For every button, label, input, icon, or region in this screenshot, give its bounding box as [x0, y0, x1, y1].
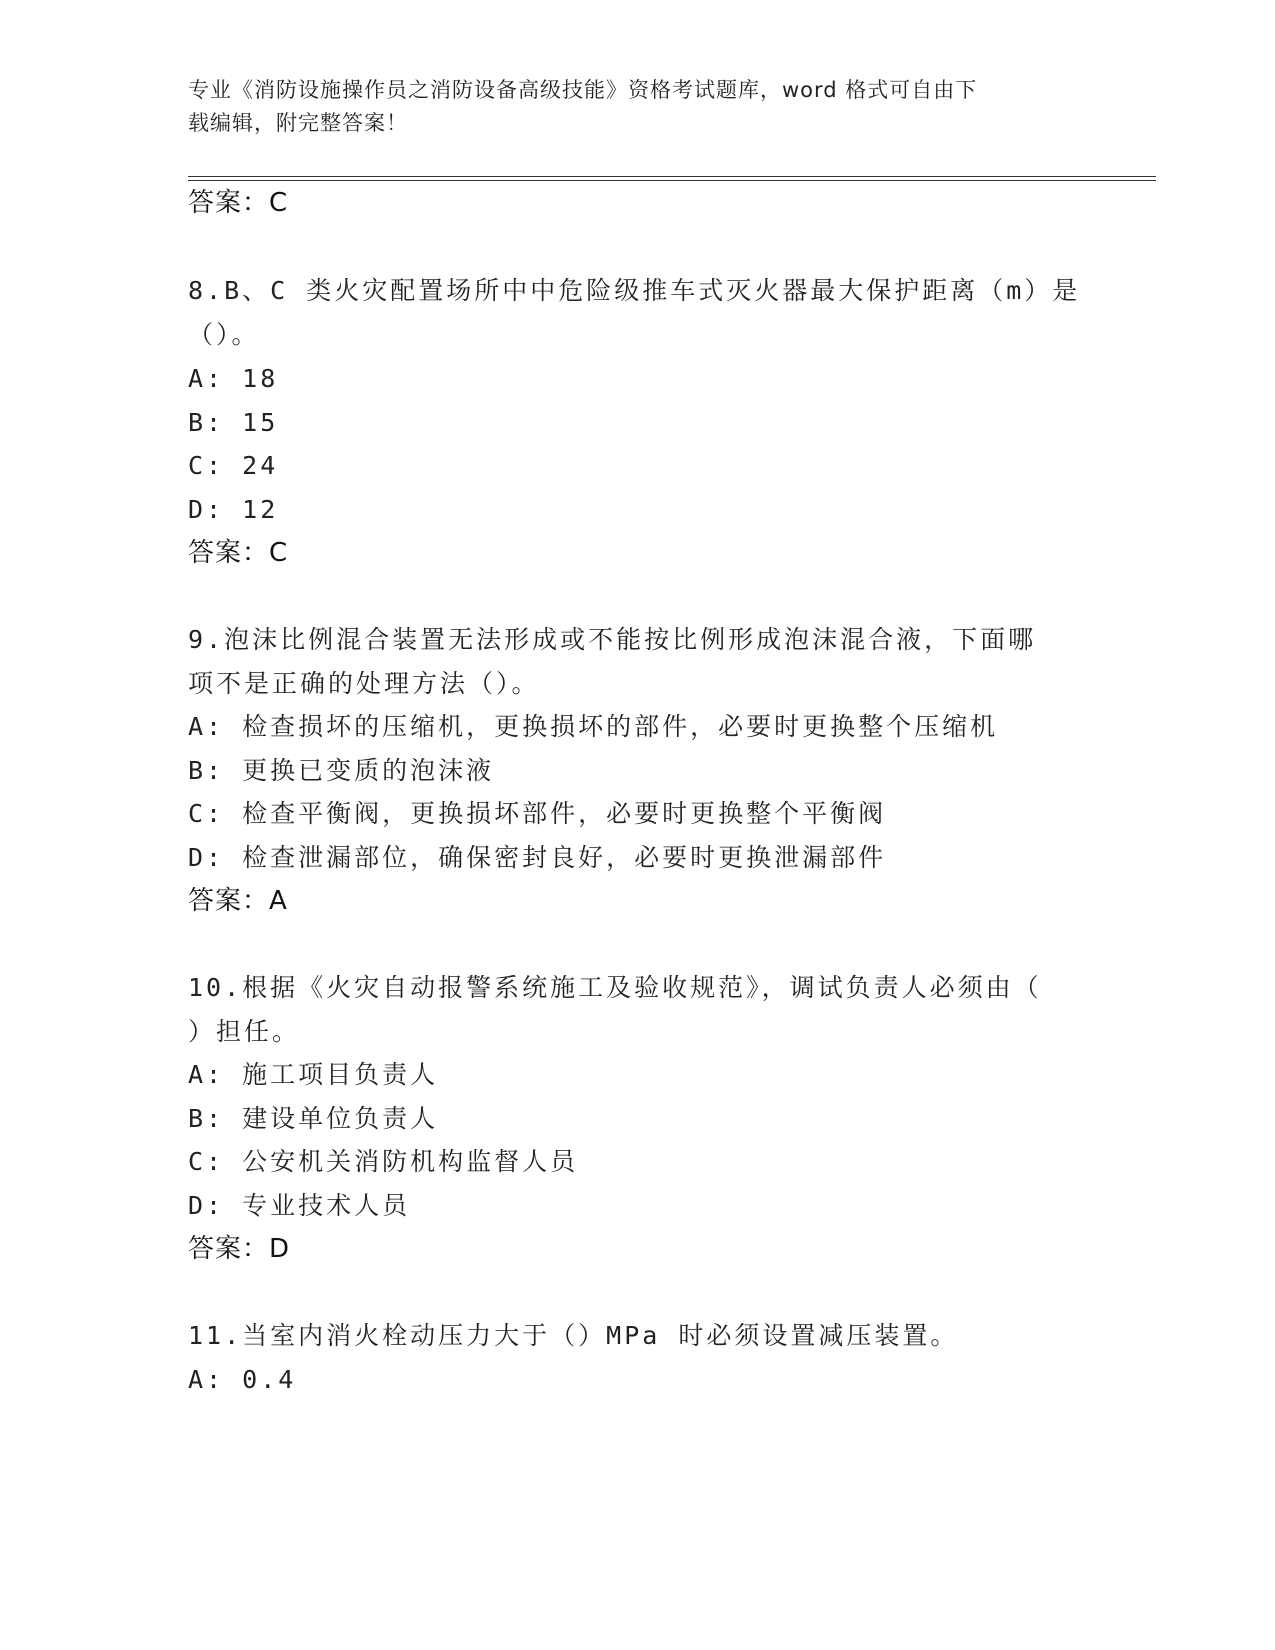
question-8-answer: 答案：C	[188, 538, 289, 568]
question-9-stem-line-2: 项不是正确的处理方法（）。	[188, 669, 540, 698]
question-9-stem-line-1: 9.泡沫比例混合装置无法形成或不能按比例形成泡沫混合液，下面哪	[188, 625, 1037, 654]
question-8-stem-line-2: （）。	[188, 320, 260, 349]
header-divider	[188, 176, 1156, 181]
question-10-option-a: A: 施工项目负责人	[188, 1060, 439, 1089]
question-8-option-a: A: 18	[188, 364, 279, 393]
header-line-2: 载编辑，附完整答案！	[188, 111, 408, 135]
question-10-stem-line-2: ）担任。	[188, 1017, 301, 1046]
question-8-option-b: B: 15	[188, 408, 279, 437]
question-9-option-b: B: 更换已变质的泡沫液	[188, 756, 495, 785]
document-header	[188, 74, 1068, 140]
question-11-option-a: A: 0.4	[188, 1365, 297, 1394]
question-10-stem-line-1: 10.根据《火灾自动报警系统施工及验收规范》，调试负责人必须由（	[188, 973, 1042, 1002]
question-10-option-d: D: 专业技术人员	[188, 1191, 411, 1220]
question-10-answer: 答案：D	[188, 1234, 291, 1264]
question-9-option-a: A: 检查损坏的压缩机，更换损坏的部件，必要时更换整个压缩机	[188, 712, 999, 741]
question-8-option-c: C: 24	[188, 451, 279, 480]
header-line-1: 专业《消防设施操作员之消防设备高级技能》资格考试题库，word 格式可自由下	[188, 78, 978, 102]
previous-answer: 答案：C	[188, 188, 289, 218]
question-10-option-c: C: 公安机关消防机构监督人员	[188, 1147, 579, 1176]
question-8-stem-line-1: 8.B、C 类火灾配置场所中中危险级推车式灭火器最大保护距离（m）是	[188, 276, 1081, 305]
question-9-answer: 答案：A	[188, 886, 288, 916]
question-8-option-d: D: 12	[188, 495, 279, 524]
question-9-option-c: C: 检查平衡阀，更换损坏部件，必要时更换整个平衡阀	[188, 799, 887, 828]
question-11-stem-line-1: 11.当室内消火栓动压力大于（）MPa 时必须设置减压装置。	[188, 1321, 959, 1350]
question-9-option-d: D: 检查泄漏部位，确保密封良好，必要时更换泄漏部件	[188, 843, 887, 872]
question-10-option-b: B: 建设单位负责人	[188, 1104, 439, 1133]
